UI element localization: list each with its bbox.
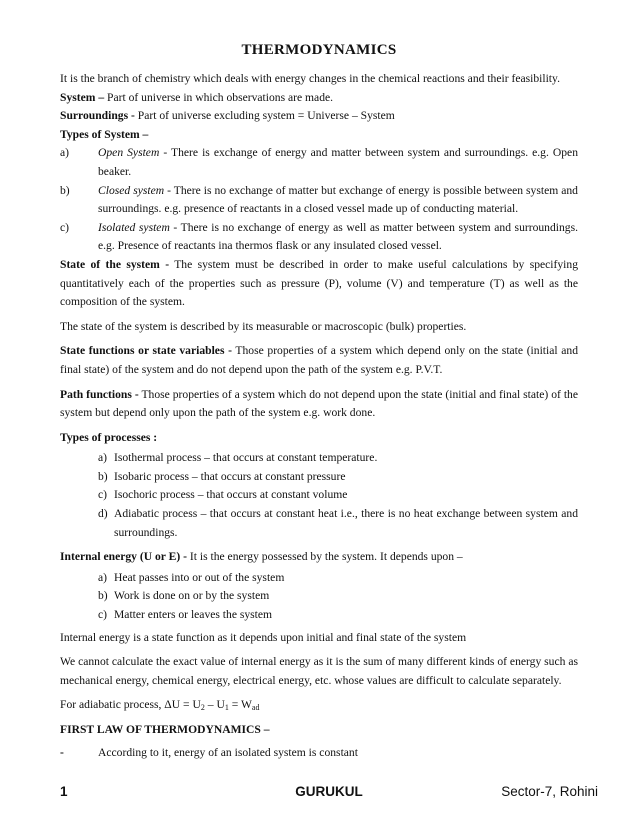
- item-text: Heat passes into or out of the system: [114, 570, 285, 584]
- item-text: Isothermal process – that occurs at constant temperature.: [114, 451, 378, 465]
- item-title: Isolated system -: [98, 220, 178, 234]
- item-label: a): [60, 146, 70, 160]
- list-item: [98, 606, 578, 625]
- item-label: b): [98, 589, 108, 603]
- adiabatic-equation: [60, 696, 578, 715]
- item-label: a): [98, 570, 108, 584]
- item-text: There is no exchange of matter but exchange of energy is possible between system and surroundings. e.g. presence of reactants in a closed vessel made up of conducting material.: [98, 183, 578, 216]
- types-of-system-heading: [60, 126, 578, 145]
- item-text: There is no exchange of energy as well as matter between system and surroundings. e.g. Presence of reactants ina thermos flask or any insulated closed vessel.: [98, 220, 578, 253]
- item-label: d): [98, 507, 108, 521]
- item-text: Isobaric process – that occurs at constant pressure: [114, 469, 346, 483]
- system-type-item: [60, 144, 578, 181]
- item-text: Work is done on or by the system: [114, 589, 270, 603]
- system-type-item: [60, 219, 578, 256]
- types-of-system-label: Types of System –: [60, 127, 149, 141]
- system-term: System –: [60, 90, 105, 104]
- state-functions-text: Those properties of a system which depend only on the state (initial and final state) of the system and do not depend upon the path of the system e.g. P.V.T.: [60, 344, 578, 376]
- subscript-ad: ad: [251, 703, 260, 713]
- intro-paragraph: It is the branch of chemistry which deals with energy changes in the chemical reactions and their feasibility.: [60, 72, 560, 85]
- system-definition: [60, 89, 578, 108]
- item-label: b): [98, 469, 108, 483]
- item-title: Closed system -: [98, 183, 171, 197]
- subscript-2: 2: [200, 703, 205, 713]
- state-functions-paragraph: [60, 342, 578, 379]
- path-functions-term: Path functions -: [60, 387, 139, 401]
- item-label: b): [60, 183, 70, 197]
- item-text: Matter enters or leaves the system: [114, 608, 273, 622]
- item-body: [98, 182, 578, 219]
- first-law-heading: [60, 721, 578, 740]
- internal-energy-list: [60, 569, 578, 625]
- equation-prefix: For adiabatic process, ΔU = U: [60, 698, 201, 712]
- path-functions-paragraph: [60, 386, 578, 423]
- list-item: [98, 505, 578, 542]
- system-text: Part of universe in which observations are made.: [104, 90, 334, 104]
- state-description: The state of the system is described by its measurable or macroscopic (bulk) properties.: [60, 319, 467, 333]
- list-item: [98, 449, 578, 468]
- surroundings-term: Surroundings -: [60, 109, 135, 123]
- item-text: Isochoric process – that occurs at constant volume: [114, 488, 348, 502]
- state-functions-term: State functions or state variables -: [60, 344, 232, 358]
- equation-minus: – U: [204, 698, 225, 712]
- internal-energy-paragraph: [60, 548, 578, 567]
- page-title: THERMODYNAMICS: [241, 42, 397, 58]
- system-types-list: [60, 144, 578, 256]
- item-label: c): [98, 488, 108, 502]
- internal-energy-state-paragraph: Internal energy is a state function as it depends upon initial and final state of the system: [60, 630, 467, 644]
- item-label: -: [60, 745, 64, 759]
- surroundings-text: Part of universe excluding system = Universe – System: [134, 109, 395, 123]
- first-law-statement: [60, 744, 578, 763]
- subscript-1: 1: [224, 703, 229, 713]
- internal-energy-text: It is the energy possessed by the system. It depends upon –: [186, 550, 463, 564]
- list-item: [98, 486, 578, 505]
- footer-institute: GURUKUL: [295, 784, 363, 799]
- item-label: c): [60, 220, 70, 234]
- state-text: The system must be described in order to make useful calculations by specifying quantitatively each of the properties such as pressure (P), volume (V) and temperature (T) as well as the composition of the system.: [60, 257, 579, 309]
- processes-list: [60, 449, 578, 542]
- item-text: Adiabatic process – that occurs at constant heat i.e., there is no heat exchange between system and surroundings.: [114, 507, 578, 539]
- first-law-label: FIRST LAW OF THERMODYNAMICS –: [60, 723, 270, 736]
- list-item: [98, 569, 578, 588]
- page-footer: [60, 784, 598, 804]
- state-of-system-paragraph: [60, 256, 578, 312]
- internal-energy-term: Internal energy (U or E) -: [60, 550, 187, 564]
- surroundings-definition: [60, 107, 578, 126]
- state-term: State of the system -: [60, 257, 170, 271]
- equation-equals: = W: [228, 698, 252, 712]
- processes-heading: [60, 429, 578, 448]
- internal-energy-exact-paragraph: We cannot calculate the exact value of internal energy as it is the sum of many different kinds of energy such as mechanical energy, chemical energy, electrical energy, etc. whose values are difficult to calculate separately.: [60, 655, 578, 687]
- page-number: 1: [60, 784, 68, 799]
- item-body: [98, 219, 578, 256]
- system-type-item: [60, 182, 578, 219]
- item-label: a): [98, 451, 108, 465]
- list-item: [98, 468, 578, 487]
- item-title: Open System -: [98, 146, 168, 160]
- processes-label: Types of processes :: [60, 430, 158, 444]
- path-functions-text: Those properties of a system which do not depend upon the state (initial and final state) of the system but depend only upon the path of the system e.g. work done.: [60, 387, 578, 420]
- list-item: [98, 587, 578, 606]
- item-text: There is exchange of energy and matter between system and surroundings. e.g. Open beaker.: [98, 146, 579, 178]
- footer-location: Sector-7, Rohini: [501, 784, 598, 799]
- item-label: c): [98, 608, 108, 622]
- document-page: [60, 40, 578, 762]
- item-text: According to it, energy of an isolated system is constant: [98, 745, 358, 759]
- item-body: [98, 144, 578, 181]
